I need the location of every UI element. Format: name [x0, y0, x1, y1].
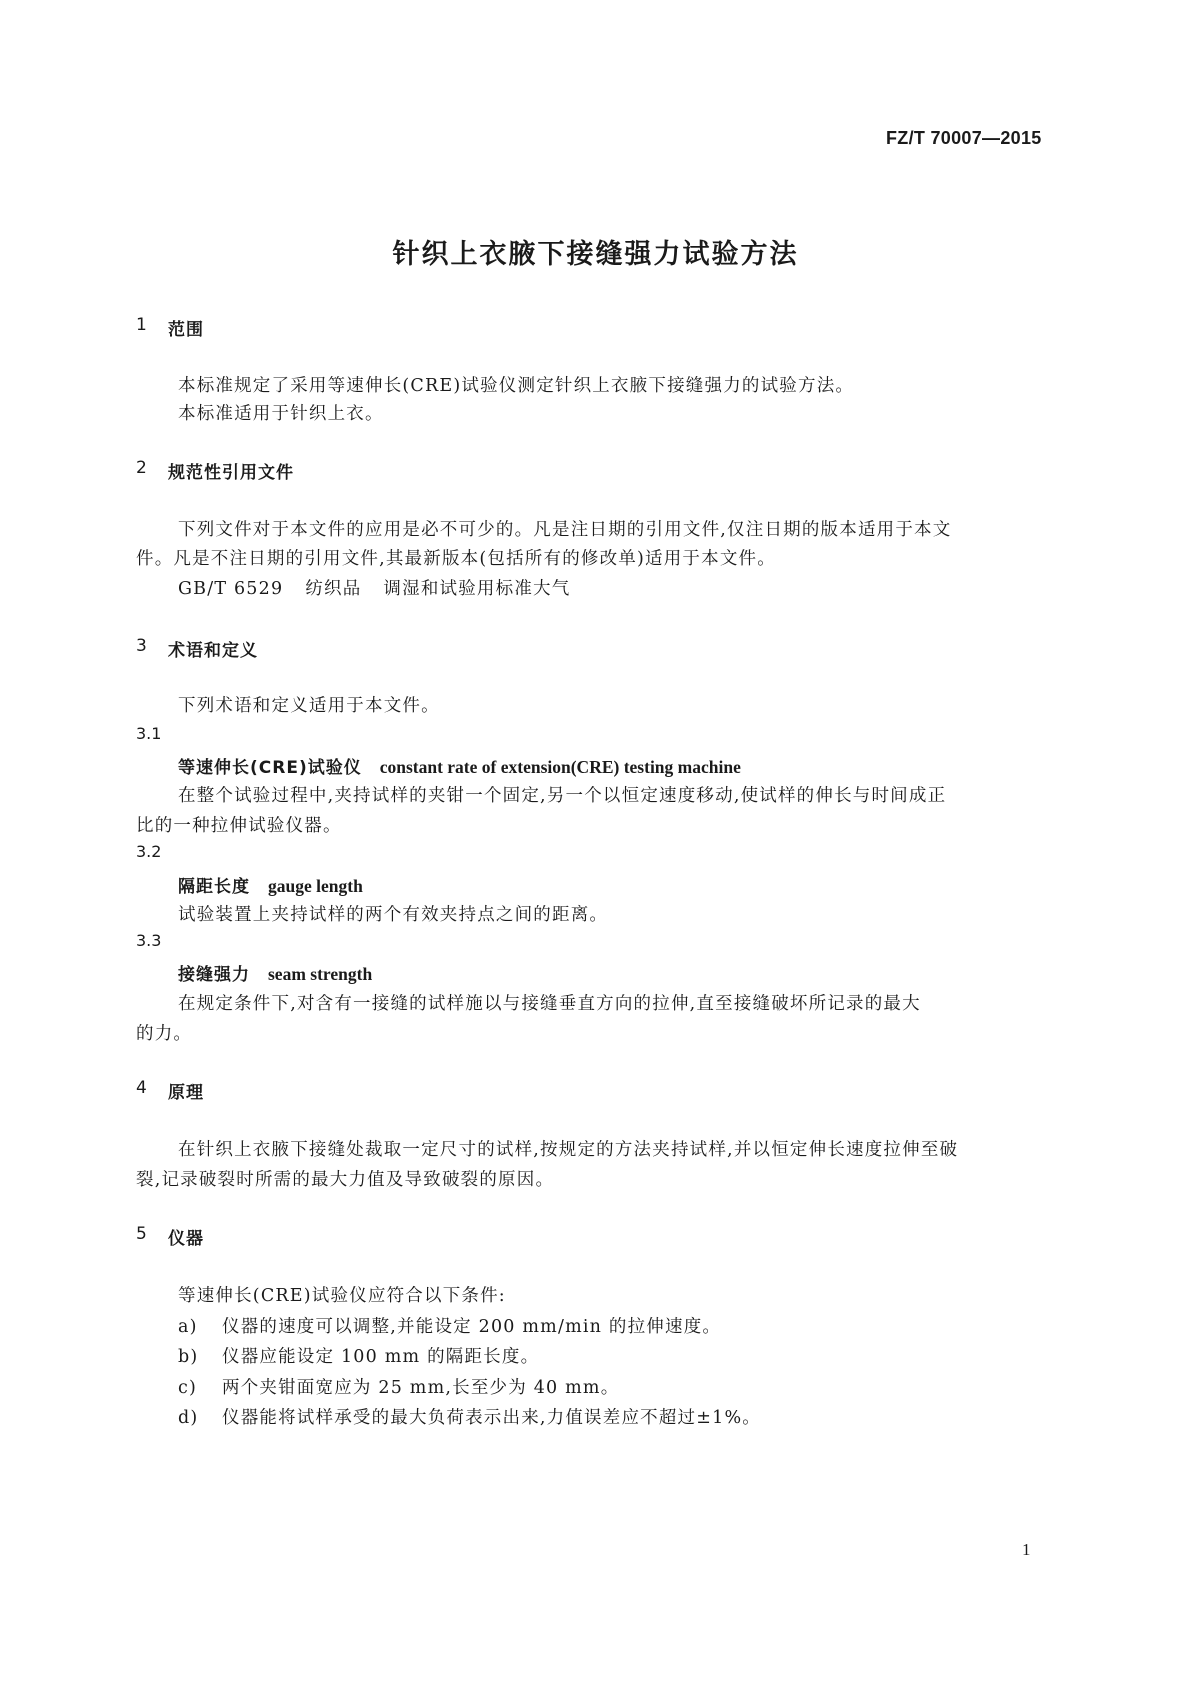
section-number: 1	[136, 315, 147, 335]
clause-number: 3.1	[136, 724, 162, 743]
list-item-text: 仪器应能设定 100 mm 的隔距长度。	[222, 1347, 540, 1367]
term-definition: 试验装置上夹持试样的两个有效夹持点之间的距离。	[178, 905, 609, 925]
paragraph: 下列术语和定义适用于本文件。	[178, 696, 440, 716]
term-entry	[178, 960, 372, 985]
section-title-normative-references: 规范性引用文件	[168, 463, 294, 483]
list-item	[178, 1343, 539, 1368]
list-item	[178, 1374, 619, 1399]
term-english: constant rate of extension(CRE) testing machine	[379, 757, 741, 777]
list-item	[178, 1404, 761, 1429]
list-item-label: d)	[178, 1408, 199, 1428]
list-item-label: b)	[178, 1347, 199, 1367]
list-item-text: 两个夹钳面宽应为 25 mm,长至少为 40 mm。	[222, 1378, 620, 1398]
term-definition: 比的一种拉伸试验仪器。	[136, 816, 342, 836]
paragraph: 下列文件对于本文件的应用是必不可少的。凡是注日期的引用文件,仅注日期的版本适用于本文	[178, 520, 952, 540]
section-number: 3	[136, 636, 147, 656]
term-entry	[178, 872, 363, 897]
section-title-terms-definitions: 术语和定义	[168, 641, 258, 661]
paragraph: 件。凡是不注日期的引用文件,其最新版本(包括所有的修改单)适用于本文件。	[136, 549, 776, 569]
list-item-text: 仪器的速度可以调整,并能设定 200 mm/min 的拉伸速度。	[222, 1317, 722, 1337]
page-number: 1	[1022, 1540, 1031, 1559]
list-item	[178, 1313, 721, 1338]
section-number: 4	[136, 1078, 147, 1098]
reference-title-part2: 调湿和试验用标准大气	[383, 579, 571, 599]
term-chinese: 接缝强力	[178, 965, 250, 985]
list-item-text: 仪器能将试样承受的最大负荷表示出来,力值误差应不超过±1%。	[222, 1408, 761, 1428]
term-entry	[178, 753, 741, 778]
reference-title-part1: 纺织品	[305, 579, 362, 599]
term-chinese: 等速伸长(CRE)试验仪	[178, 758, 362, 778]
document-title: 针织上衣腋下接缝强力试验方法	[392, 239, 799, 270]
reference-code: GB/T 6529	[178, 579, 284, 599]
clause-number: 3.3	[136, 931, 162, 950]
list-item-label: c)	[178, 1378, 198, 1398]
clause-number: 3.2	[136, 842, 162, 861]
paragraph: 等速伸长(CRE)试验仪应符合以下条件:	[178, 1286, 506, 1306]
term-english: seam strength	[268, 964, 373, 984]
term-definition: 的力。	[136, 1024, 193, 1044]
term-definition: 在规定条件下,对含有一接缝的试样施以与接缝垂直方向的拉伸,直至接缝破坏所记录的最大	[178, 994, 921, 1014]
section-title-principle: 原理	[168, 1083, 204, 1103]
paragraph: 在针织上衣腋下接缝处裁取一定尺寸的试样,按规定的方法夹持试样,并以恒定伸长速度拉伸至破	[178, 1140, 959, 1160]
section-number: 5	[136, 1224, 147, 1244]
reference-entry	[178, 575, 570, 600]
section-title-apparatus: 仪器	[168, 1229, 204, 1249]
paragraph: 裂,记录破裂时所需的最大力值及导致破裂的原因。	[136, 1170, 555, 1190]
term-definition: 在整个试验过程中,夹持试样的夹钳一个固定,另一个以恒定速度移动,使试样的伸长与时间成正	[178, 786, 947, 806]
term-english: gauge length	[268, 876, 363, 896]
section-title-scope: 范围	[168, 320, 204, 340]
paragraph: 本标准规定了采用等速伸长(CRE)试验仪测定针织上衣腋下接缝强力的试验方法。	[178, 376, 855, 396]
standard-code: FZ/T 70007—2015	[886, 128, 1042, 148]
term-chinese: 隔距长度	[178, 877, 250, 897]
list-item-label: a)	[178, 1317, 198, 1337]
section-number: 2	[136, 458, 147, 478]
paragraph: 本标准适用于针织上衣。	[178, 404, 384, 424]
